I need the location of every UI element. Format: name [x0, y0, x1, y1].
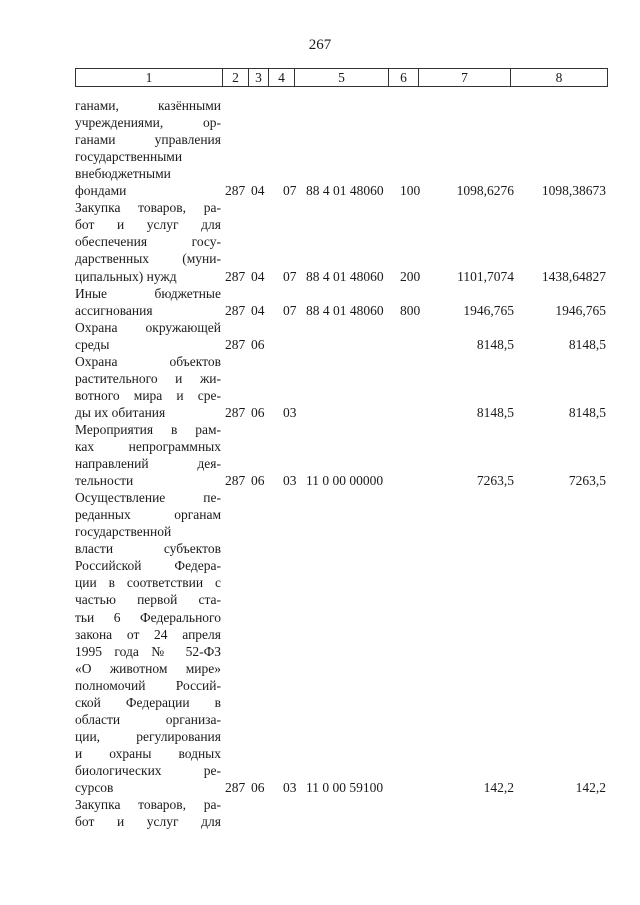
subsection-code-cell: 07 — [283, 183, 297, 199]
target-article-code-cell: 11 0 00 00000 — [306, 473, 384, 489]
amount-col-7-cell: 1946,765 — [463, 302, 514, 318]
description-line: Осуществление пе- — [75, 490, 221, 506]
section-code-cell: 06 — [251, 473, 265, 489]
ministry-code-cell: 287 — [225, 336, 246, 352]
description-line: растительного и жи- — [75, 370, 221, 386]
header-col-3: 3 — [248, 69, 268, 86]
subsection-code-cell: 07 — [283, 268, 297, 284]
description-line: «О животном мире» — [75, 660, 221, 676]
description-line: направлений дея- — [75, 456, 221, 472]
subsection-code-cell: 07 — [283, 302, 297, 318]
description-line: 1995 года № 52-ФЗ — [75, 643, 221, 659]
amount-col-7-cell: 8148,5 — [476, 336, 514, 352]
amount-col-8-cell: 8148,5 — [568, 336, 606, 352]
table-header-row — [75, 68, 608, 87]
description-line: Российской Федера- — [75, 558, 221, 574]
amount-col-8-cell: 1946,765 — [555, 302, 606, 318]
description-line: государственными — [75, 149, 183, 165]
description-line: ции в соответствии с — [75, 575, 221, 591]
target-article-code-cell: 88 4 01 48060 — [306, 268, 384, 284]
description-line: ассигнования — [75, 302, 153, 318]
description-line: реданных органам — [75, 507, 221, 523]
expense-type-code-cell: 200 — [400, 268, 421, 284]
description-line: ской Федерации в — [75, 694, 221, 710]
amount-col-8-cell: 8148,5 — [568, 404, 606, 420]
description-line: Мероприятия в рам- — [75, 421, 221, 437]
description-line: фондами — [75, 183, 127, 199]
amount-col-7-cell: 8148,5 — [476, 404, 514, 420]
section-code-cell: 04 — [251, 268, 265, 284]
section-code-cell: 06 — [251, 404, 265, 420]
description-line: ды их обитания — [75, 404, 166, 420]
description-line: бот и услуг для — [75, 814, 221, 830]
description-line: дарственных (муни- — [75, 251, 221, 267]
description-line: среды — [75, 336, 110, 352]
description-line: сурсов — [75, 780, 114, 795]
page-number: 267 — [308, 37, 332, 53]
amount-col-8-cell: 1438,64827 — [541, 268, 606, 284]
description-line: области организа- — [75, 711, 221, 727]
header-col-4: 4 — [268, 69, 294, 86]
amount-col-8-cell: 7263,5 — [568, 473, 606, 489]
description-line: тьи 6 Федерального — [75, 609, 221, 625]
subsection-code-cell: 03 — [283, 404, 297, 420]
header-col-8: 8 — [510, 69, 607, 86]
amount-col-8-cell: 1098,38673 — [541, 183, 606, 199]
description-line: бот и услуг для — [75, 217, 221, 233]
description-line: ципальных) нужд — [75, 268, 177, 284]
description-line: Иные бюджетные — [75, 285, 221, 301]
header-col-1: 1 — [145, 70, 153, 85]
description-line: ганами управления — [75, 132, 221, 148]
description-line: Охрана окружающей — [75, 319, 221, 335]
expense-type-code-cell: 800 — [400, 302, 421, 318]
description-line: частью первой ста- — [75, 592, 221, 608]
description-line: Закупка товаров, ра- — [75, 200, 221, 216]
description-line: и охраны водных — [75, 745, 221, 761]
description-line: Охрана объектов — [75, 353, 221, 369]
description-line: ганами, казёнными — [75, 98, 221, 113]
description-line: закона от 24 апреля — [75, 626, 221, 642]
description-line: внебюджетными — [75, 166, 171, 182]
header-col-2: 2 — [222, 69, 248, 86]
header-col-5: 5 — [294, 69, 388, 86]
ministry-code-cell: 287 — [225, 780, 246, 795]
description-line: биологических ре- — [75, 762, 221, 778]
description-line: ции, регулирования — [75, 728, 221, 744]
ministry-code-cell: 287 — [225, 302, 246, 318]
description-line: обеспечения госу- — [75, 234, 221, 250]
section-code-cell: 04 — [251, 183, 265, 199]
description-line: тельности — [75, 473, 134, 489]
amount-col-8-cell: 142,2 — [575, 780, 606, 795]
target-article-code-cell: 88 4 01 48060 — [306, 302, 384, 318]
header-col-6: 6 — [388, 69, 418, 86]
ministry-code-cell: 287 — [225, 404, 246, 420]
section-code-cell: 04 — [251, 302, 265, 318]
description-line: ках непрограммных — [75, 439, 221, 454]
ministry-code-cell: 287 — [225, 183, 246, 199]
description-line: Закупка товаров, ра- — [75, 797, 221, 813]
ministry-code-cell: 287 — [225, 268, 246, 284]
section-code-cell: 06 — [251, 780, 265, 795]
description-line: вотного мира и сре- — [75, 387, 221, 403]
amount-col-7-cell: 142,2 — [483, 780, 514, 795]
amount-col-7-cell: 1098,6276 — [456, 183, 514, 199]
ministry-code-cell: 287 — [225, 473, 246, 489]
amount-col-7-cell: 1101,7074 — [457, 268, 514, 284]
subsection-code-cell: 03 — [283, 780, 297, 795]
target-article-code-cell: 11 0 00 59100 — [306, 780, 384, 795]
section-code-cell: 06 — [251, 336, 265, 352]
amount-col-7-cell: 7263,5 — [476, 473, 514, 489]
expense-type-code-cell: 100 — [400, 183, 421, 199]
description-line: власти субъектов — [75, 541, 221, 557]
subsection-code-cell: 03 — [283, 473, 297, 489]
description-line: учреждениями, ор- — [75, 115, 221, 131]
description-line: государственной — [75, 524, 172, 540]
description-line: полномочий Россий- — [75, 677, 221, 693]
header-col-7: 7 — [418, 69, 510, 86]
target-article-code-cell: 88 4 01 48060 — [306, 183, 384, 199]
